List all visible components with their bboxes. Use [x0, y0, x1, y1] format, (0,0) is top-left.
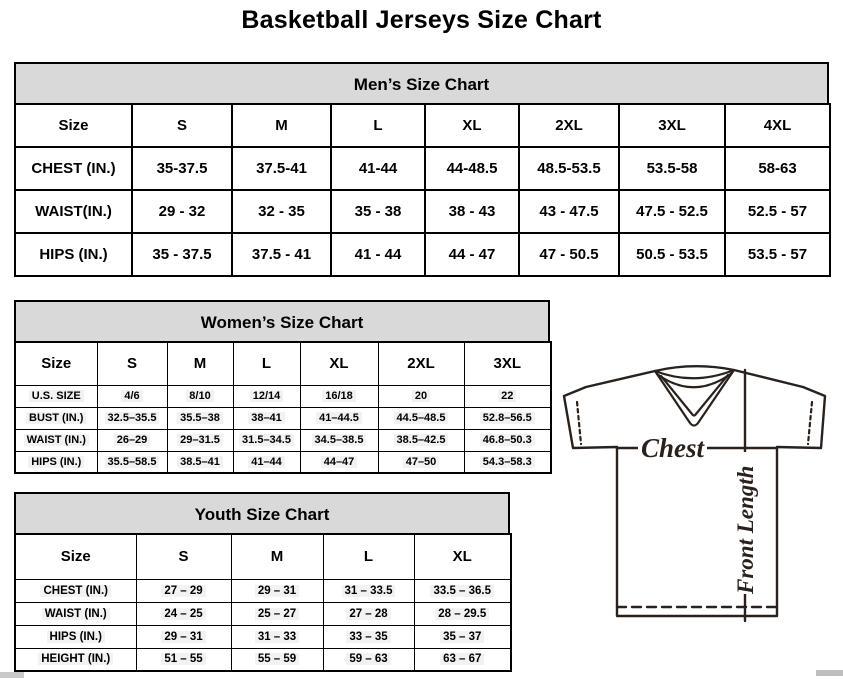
measurement-value-cell: 41 - 44 [331, 233, 425, 276]
measurement-row-label: HIPS (IN.) [15, 625, 136, 648]
measurement-value-cell: 35.5–58.5 [97, 451, 167, 473]
front-length-label: Front Length [733, 465, 758, 594]
size-label-header: Size [15, 342, 97, 385]
measurement-value-cell: 44–47 [300, 451, 378, 473]
measurement-row [15, 602, 511, 625]
measurement-value-cell: 29 – 31 [231, 579, 323, 602]
measurement-value-cell: 35 - 38 [331, 190, 425, 233]
measurement-value-cell: 27 – 28 [323, 602, 414, 625]
measurement-value-cell: 12/14 [233, 385, 300, 407]
measurement-row-label: HIPS (IN.) [15, 233, 132, 276]
measurement-value-cell: 22 [464, 385, 551, 407]
size-label-header: Size [15, 104, 132, 147]
measurement-value-cell: 44.5–48.5 [378, 407, 464, 429]
size-header-row [15, 534, 511, 579]
measurement-value-cell: 33 – 35 [323, 625, 414, 648]
measurement-value-cell: 38.5–42.5 [378, 429, 464, 451]
measurement-value-cell: 47–50 [378, 451, 464, 473]
chest-label: Chest [641, 433, 705, 463]
size-column-header: L [323, 534, 414, 579]
size-column-header: S [136, 534, 231, 579]
measurement-value-cell: 31 – 33.5 [323, 579, 414, 602]
size-column-header: M [167, 342, 233, 385]
womens-size-chart-section [14, 300, 550, 474]
measurement-value-cell: 41–44 [233, 451, 300, 473]
measurement-row [15, 233, 830, 276]
measurement-value-cell: 24 – 25 [136, 602, 231, 625]
measurement-row-label: HEIGHT (IN.) [15, 648, 136, 671]
size-column-header: 3XL [464, 342, 551, 385]
size-column-header: XL [414, 534, 511, 579]
measurement-row-label: WAIST (IN.) [15, 429, 97, 451]
measurement-value-cell: 27 – 29 [136, 579, 231, 602]
measurement-row-label: HIPS (IN.) [15, 451, 97, 473]
womens-size-table [14, 341, 552, 474]
mens-chart-title: Men’s Size Chart [14, 62, 829, 103]
measurement-value-cell: 52.5 - 57 [725, 190, 830, 233]
measurement-value-cell: 8/10 [167, 385, 233, 407]
size-column-header: M [231, 534, 323, 579]
size-column-header: 4XL [725, 104, 830, 147]
measurement-value-cell: 29 – 31 [136, 625, 231, 648]
measurement-value-cell: 55 – 59 [231, 648, 323, 671]
measurement-value-cell: 47 - 50.5 [519, 233, 619, 276]
size-column-header: S [132, 104, 232, 147]
measurement-value-cell: 38 - 43 [425, 190, 519, 233]
measurement-value-cell: 32.5–35.5 [97, 407, 167, 429]
measurement-row [15, 625, 511, 648]
measurement-value-cell: 41–44.5 [300, 407, 378, 429]
measurement-value-cell: 44 - 47 [425, 233, 519, 276]
measurement-value-cell: 53.5-58 [619, 147, 725, 190]
measurement-value-cell: 38–41 [233, 407, 300, 429]
measurement-value-cell: 43 - 47.5 [519, 190, 619, 233]
jersey-outline [564, 366, 825, 616]
mens-size-table [14, 103, 831, 277]
measurement-row [15, 190, 830, 233]
measurement-row [15, 147, 830, 190]
size-header-row [15, 342, 551, 385]
measurement-value-cell: 58-63 [725, 147, 830, 190]
measurement-value-cell: 35 – 37 [414, 625, 511, 648]
size-column-header: 2XL [519, 104, 619, 147]
measurement-row-label: WAIST(IN.) [15, 190, 132, 233]
youth-chart-title: Youth Size Chart [14, 492, 510, 533]
measurement-row [15, 579, 511, 602]
mens-size-chart-section [14, 62, 829, 277]
measurement-value-cell: 37.5-41 [232, 147, 331, 190]
size-header-row [15, 104, 830, 147]
measurement-row [15, 407, 551, 429]
size-label-header: Size [15, 534, 136, 579]
measurement-value-cell: 20 [378, 385, 464, 407]
measurement-value-cell: 29–31.5 [167, 429, 233, 451]
measurement-value-cell: 44-48.5 [425, 147, 519, 190]
size-column-header: 2XL [378, 342, 464, 385]
measurement-value-cell: 53.5 - 57 [725, 233, 830, 276]
measurement-value-cell: 29 - 32 [132, 190, 232, 233]
measurement-value-cell: 35.5–38 [167, 407, 233, 429]
measurement-value-cell: 59 – 63 [323, 648, 414, 671]
measurement-row [15, 451, 551, 473]
measurement-value-cell: 46.8–50.3 [464, 429, 551, 451]
measurement-value-cell: 16/18 [300, 385, 378, 407]
size-column-header: XL [300, 342, 378, 385]
measurement-row [15, 385, 551, 407]
size-column-header: L [233, 342, 300, 385]
measurement-value-cell: 35 - 37.5 [132, 233, 232, 276]
size-column-header: L [331, 104, 425, 147]
measurement-value-cell: 31 – 33 [231, 625, 323, 648]
measurement-row-label: CHEST (IN.) [15, 579, 136, 602]
hscrollbar-left-fragment[interactable] [0, 672, 24, 678]
measurement-value-cell: 26–29 [97, 429, 167, 451]
measurement-value-cell: 50.5 - 53.5 [619, 233, 725, 276]
measurement-value-cell: 47.5 - 52.5 [619, 190, 725, 233]
measurement-value-cell: 38.5–41 [167, 451, 233, 473]
measurement-value-cell: 25 – 27 [231, 602, 323, 625]
youth-size-table [14, 533, 512, 672]
measurement-value-cell: 35-37.5 [132, 147, 232, 190]
measurement-value-cell: 52.8–56.5 [464, 407, 551, 429]
measurement-value-cell: 54.3–58.3 [464, 451, 551, 473]
size-column-header: S [97, 342, 167, 385]
measurement-value-cell: 28 – 29.5 [414, 602, 511, 625]
size-column-header: M [232, 104, 331, 147]
measurement-value-cell: 63 – 67 [414, 648, 511, 671]
measurement-row [15, 648, 511, 671]
measurement-value-cell: 48.5-53.5 [519, 147, 619, 190]
measurement-value-cell: 33.5 – 36.5 [414, 579, 511, 602]
measurement-row [15, 429, 551, 451]
measurement-row-label: CHEST (IN.) [15, 147, 132, 190]
jersey-measurement-diagram [556, 356, 833, 628]
hscrollbar-right-fragment[interactable] [816, 670, 843, 676]
measurement-row-label: BUST (IN.) [15, 407, 97, 429]
measurement-value-cell: 31.5–34.5 [233, 429, 300, 451]
measurement-row-label: WAIST (IN.) [15, 602, 136, 625]
measurement-value-cell: 51 – 55 [136, 648, 231, 671]
size-column-header: 3XL [619, 104, 725, 147]
measurement-value-cell: 32 - 35 [232, 190, 331, 233]
size-column-header: XL [425, 104, 519, 147]
page-title: Basketball Jerseys Size Chart [241, 6, 602, 34]
youth-size-chart-section [14, 492, 510, 672]
womens-chart-title: Women’s Size Chart [14, 300, 550, 341]
measurement-value-cell: 34.5–38.5 [300, 429, 378, 451]
measurement-value-cell: 4/6 [97, 385, 167, 407]
measurement-value-cell: 41-44 [331, 147, 425, 190]
measurement-row-label: U.S. SIZE [15, 385, 97, 407]
measurement-value-cell: 37.5 - 41 [232, 233, 331, 276]
